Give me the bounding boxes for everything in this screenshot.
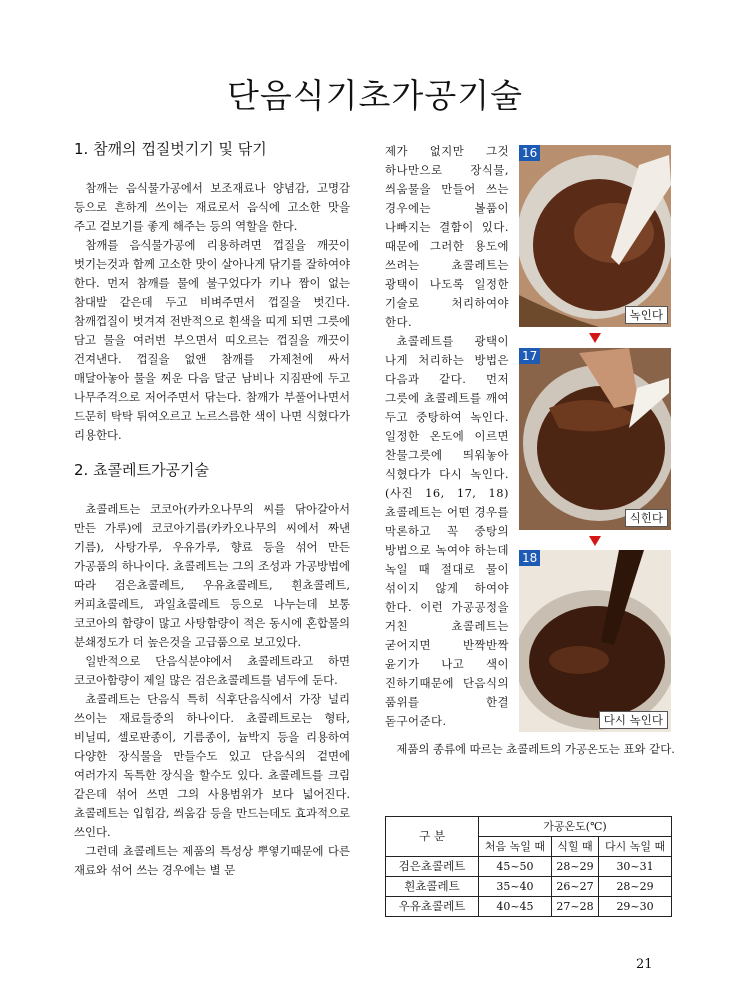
table-cell: 27~28 bbox=[551, 897, 598, 917]
table-row bbox=[386, 857, 672, 877]
arrow-down-icon bbox=[589, 536, 601, 546]
chocolate-bowl-illustration bbox=[519, 550, 671, 732]
table-header-col: 다시 녹일 때 bbox=[599, 837, 672, 857]
photo-melting bbox=[519, 145, 671, 327]
table-cell: 검은쵸콜레트 bbox=[386, 857, 479, 877]
chocolate-bowl-illustration bbox=[519, 348, 671, 530]
table-row bbox=[386, 877, 672, 897]
table-cell: 29~30 bbox=[599, 897, 672, 917]
table-cell: 28~29 bbox=[551, 857, 598, 877]
photo-caption: 녹인다 bbox=[625, 306, 668, 324]
table-row bbox=[386, 897, 672, 917]
photo-caption: 다시 녹인다 bbox=[599, 711, 668, 729]
photo-remelting bbox=[519, 550, 671, 732]
table-cell: 흰쵸콜레트 bbox=[386, 877, 479, 897]
table-header-group: 가공온도(℃) bbox=[479, 817, 672, 837]
continued-paragraph: 제가 없지만 그것 하나만으로 장식물, 씌움물을 만들어 쓰는 경우에는 볼품이 나빠지는 결함이 있다. 때문에 그러한 용도에 쓰려는 쵸콜레트는 광택이 나도록 일정한 기술로 처리하여야 한다. bbox=[385, 144, 509, 329]
section-1-heading: 1. 참깨의 껍질벗기기 및 닦기 bbox=[74, 140, 267, 158]
section-2-heading: 2. 쵸콜레트가공기술 bbox=[74, 461, 210, 479]
table-cell: 35~40 bbox=[479, 877, 552, 897]
table-cell: 40~45 bbox=[479, 897, 552, 917]
gloss-method-paragraph: 쵸콜레트를 광택이 나게 처리하는 방법은 다음과 같다. 먼저 그릇에 쵸콜레트를 깨여 두고 중탕하여 녹인다. 일정한 온도에 이르면 찬물그릇에 띄워놓아 식혔다가 다시 녹인다.(사진 16, 17, 18) 쵸콜레트는 어떤 경우를 막론하고 꼭 중탕의 방법으로 녹여야 하는데 녹일 때 절대로 물이 섞이지 않게 하여야 한다. 이런 가공공정을 거친 쵸콜레트는 굳어지면 반짝반짝 윤기가 나고 색이 진하기때문에 단음식의 품위를 한결 돋구어준다. bbox=[385, 334, 509, 728]
section-2-paragraph: 쵸콜레트는 코코아(카카오나무의 씨를 닦아갈아서 만든 가루)에 코코아기름(카카오나무의 씨에서 짜낸 기름), 사탕가루, 우유가루, 향료 등을 섞어 만든 가공품의 하나이다. 쵸콜레트는 그의 조성과 가공방법에 따라 검은쵸콜레트, 우유쵸콜레트, 흰쵸콜레트, 커피쵸콜레트, 과일쵸콜레트 등으로 나누는데 보통 코코아의 함량이 많고 사탕함량이 적은 동시에 혼합물의 분쇄정도가 더 높은것을 고급품으로 보고있다. bbox=[74, 502, 350, 649]
table-cell: 26~27 bbox=[551, 877, 598, 897]
section-1-paragraph: 참깨는 음식물가공에서 보조재료나 양념감, 고명감 등으로 흔하게 쓰이는 재료로서 음식에 고소한 맛을 주고 겉보기를 좋게 해주는 등의 역할을 한다. bbox=[74, 181, 350, 233]
photo-number: 18 bbox=[519, 550, 540, 566]
left-column bbox=[74, 138, 350, 880]
photo-number: 16 bbox=[519, 145, 540, 161]
photo-caption: 식힌다 bbox=[625, 509, 668, 527]
section-2-paragraph: 일반적으로 단음식분야에서 쵸콜레트라고 하면 코코아함량이 제일 많은 검은쵸콜레트를 념두에 둔다. bbox=[74, 654, 350, 687]
photo-number: 17 bbox=[519, 348, 540, 364]
section-2-paragraph: 그런데 쵸콜레트는 제품의 특성상 뿌옇기때문에 다른 재료와 섞어 쓰는 경우에는 별 문 bbox=[74, 844, 350, 877]
table-header-kind: 구 분 bbox=[386, 817, 479, 857]
table-cell: 45~50 bbox=[479, 857, 552, 877]
table-cell: 30~31 bbox=[599, 857, 672, 877]
page-title: 단음식기초가공기술 bbox=[227, 76, 523, 115]
section-2-paragraph: 쵸콜레트는 단음식 특히 식후단음식에서 가장 널리 쓰이는 재료들중의 하나이다. 쵸콜레트로는 형타, 비닐띠, 셀로판종이, 기름종이, 늄박지 등을 리용하여 다양한 장식물을 만들수도 있고 단음식의 겉면에 여러가지 독특한 장식을 할수도 있다. 쵸콜레트를 크림 같은데 섞어 쓰면 그의 사용범위가 보다 넓어진다. 쵸콜레트는 입힘감, 씌움감 등을 만드는데도 효과적으로 쓰인다. bbox=[74, 692, 350, 839]
photo-cooling bbox=[519, 348, 671, 530]
middle-column bbox=[385, 142, 509, 731]
chocolate-bowl-illustration bbox=[519, 145, 671, 327]
page-number: 21 bbox=[636, 957, 653, 972]
table-cell: 우유쵸콜레트 bbox=[386, 897, 479, 917]
table-header-col: 처음 녹일 때 bbox=[479, 837, 552, 857]
table-intro-paragraph: 제품의 종류에 따르는 쵸콜레트의 가공온도는 표와 같다. bbox=[396, 742, 675, 756]
section-1-paragraph: 참깨를 음식물가공에 리용하려면 껍질을 깨끗이 벗기는것과 함께 고소한 맛이 살아나게 닦기를 잘하여야 한다. 먼저 참깨를 물에 불구었다가 키나 짬이 없는 참대발 같은데 두고 비벼주면서 껍질을 벗긴다. 참깨껍질이 벗겨져 전반적으로 흰색을 띠게 되면 그릇에 담고 물을 여러번 부으면서 띠오르는 껍질을 깨끗이 건져낸다. 껍질을 없앤 참깨를 가제천에 싸서 매달아놓아 물을 찌운 다음 달군 남비나 지짐판에 두고 나무주걱으로 저어주면서 닦는다. 참깨가 부풀어나면서 드문히 탁탁 튀여오르고 노르스름한 색이 나면 식혔다가 리용한다. bbox=[74, 238, 350, 442]
arrow-down-icon bbox=[589, 333, 601, 343]
table-cell: 28~29 bbox=[599, 877, 672, 897]
table-header-col: 식힐 때 bbox=[551, 837, 598, 857]
processing-temperature-table bbox=[385, 816, 672, 917]
